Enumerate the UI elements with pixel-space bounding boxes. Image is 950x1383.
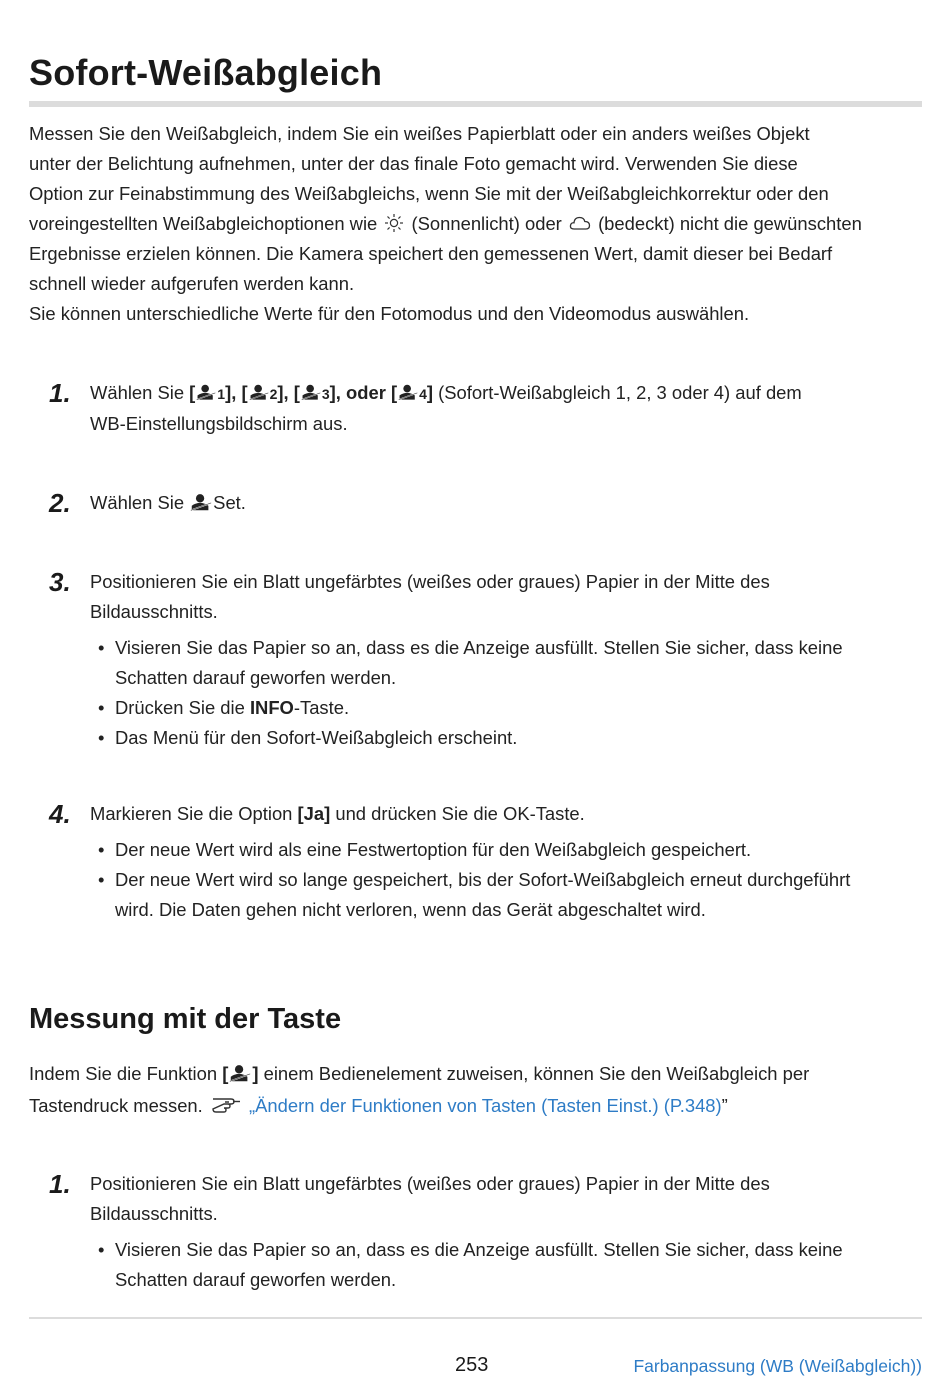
step-3 (29, 567, 922, 753)
step-text (90, 799, 922, 829)
list-item-text: Drücken Sie die (115, 697, 250, 718)
paragraph-text: Tastendruck messen. (29, 1095, 203, 1116)
step-text-part: Markieren Sie die Option (90, 803, 298, 824)
list-item (90, 865, 922, 925)
wb-option-number: 3 (321, 386, 330, 402)
intro-text: voreingestellten Weißabgleichoptionen wie (29, 213, 378, 234)
intro-line: Sie können unterschiedliche Werte für den Fotomodus und den Videomodus auswählen. (29, 303, 750, 324)
custom-wb-icon (300, 382, 322, 402)
list-item (90, 835, 922, 865)
list-item-text: Der neue Wert wird als eine Festwertoption für den Weißabgleich gespeichert. (115, 839, 752, 860)
wb-option-4 (391, 382, 433, 403)
footer-divider (29, 1317, 922, 1319)
intro-line (29, 209, 922, 239)
list-item-text: Das Menü für den Sofort-Weißabgleich erscheint. (115, 727, 518, 748)
step-text (90, 567, 922, 627)
section2-step-1 (29, 1169, 922, 1295)
paragraph-text: Indem Sie die Funktion (29, 1063, 218, 1084)
wb-function-ref (222, 1063, 258, 1084)
custom-wb-icon (397, 382, 419, 402)
link-text[interactable]: „Ändern der Funktionen von Tasten (Tasten Einst.) (P.348) (249, 1095, 722, 1116)
pointing-hand-icon (211, 1095, 241, 1113)
page-title: Sofort-Weißabgleich (29, 52, 383, 93)
bracket: ], (277, 382, 289, 403)
wb-option-1 (189, 382, 236, 403)
step-text-part: Set. (213, 492, 246, 513)
list-item-text: Visieren Sie das Papier so an, dass es die Anzeige ausfüllt. Stellen Sie sicher, dass keine (115, 637, 843, 658)
step-text-part: Wählen Sie (90, 492, 185, 513)
list-item (90, 693, 922, 723)
step-4 (29, 799, 922, 925)
intro-paragraph (29, 119, 922, 329)
step-text (90, 378, 922, 439)
bracket: ] (426, 382, 434, 403)
bracket: [ (241, 382, 248, 403)
wb-option-number: 4 (419, 386, 427, 402)
list-item-text: wird. Die Daten gehen nicht verloren, wenn das Gerät abgeschaltet wird. (115, 899, 706, 920)
list-item (90, 633, 922, 693)
step-text-part: Bildausschnitts. (90, 1203, 218, 1224)
cloud-icon (569, 213, 591, 233)
sun-icon (384, 213, 404, 233)
step-text (90, 488, 922, 518)
bracket: ] (252, 1063, 259, 1084)
bracket: [ (189, 382, 196, 403)
info-button-label: INFO (249, 697, 294, 718)
list-item-text: Schatten darauf geworfen werden. (115, 1269, 397, 1290)
wb-option-number: 1 (217, 386, 226, 402)
section-title: Messung mit der Taste (29, 1003, 342, 1035)
bullet-list (90, 633, 922, 753)
closing-quote: ” (721, 1095, 728, 1116)
intro-line: schnell wieder aufgerufen werden kann. (29, 273, 355, 294)
footer-section-link[interactable]: Farbanpassung (WB (Weißabgleich)) (633, 1356, 922, 1376)
step-1 (29, 378, 922, 439)
title-divider (29, 101, 922, 107)
paragraph-text: einem Bedienelement zuweisen, können Sie den Weißabgleich per (263, 1063, 810, 1084)
wb-option-2 (241, 382, 288, 403)
section-paragraph (29, 1058, 922, 1122)
custom-wb-icon (189, 492, 213, 512)
bullet-list (90, 835, 922, 925)
wb-option-number: 2 (269, 386, 278, 402)
bracket: [ (293, 382, 300, 403)
step-text-part: und drücken Sie die OK-Taste. (330, 803, 585, 824)
step-text-part: Positionieren Sie ein Blatt ungefärbtes (weißes oder graues) Papier in der Mitte des (90, 571, 770, 592)
intro-text: (Sonnenlicht) oder (411, 213, 562, 234)
list-item (90, 1235, 922, 1295)
step-number: 3. (49, 567, 71, 597)
page-number: 253 (455, 1354, 489, 1376)
intro-line: Option zur Feinabstimmung des Weißabgleichs, wenn Sie mit der Weißabgleichkorrektur oder den (29, 183, 829, 204)
intro-line: unter der Belichtung aufnehmen, unter der das finale Foto gemacht wird. Verwenden Sie diese (29, 153, 798, 174)
bullet-list (90, 1235, 922, 1295)
option-yes-label: [Ja] (297, 803, 331, 824)
list-item-text: -Taste. (293, 697, 350, 718)
custom-wb-icon (228, 1063, 252, 1083)
list-item-text: Der neue Wert wird so lange gespeichert, bis der Sofort-Weißabgleich erneut durchgeführt (115, 869, 851, 890)
step-text-part: WB-Einstellungsbildschirm aus. (90, 413, 348, 434)
custom-wb-icon (195, 382, 217, 402)
wb-option-3 (294, 382, 386, 403)
bracket: [ (222, 1063, 229, 1084)
step-number: 1. (49, 378, 71, 408)
step-number: 2. (49, 488, 71, 518)
intro-text: (bedeckt) nicht die gewünschten (598, 213, 862, 234)
bracket: ], (225, 382, 237, 403)
intro-line: Messen Sie den Weißabgleich, indem Sie ein weißes Papierblatt oder ein anders weißes Objekt (29, 123, 810, 144)
step-2 (29, 488, 922, 518)
step-text-part: Wählen Sie (90, 382, 185, 403)
list-item-text: Visieren Sie das Papier so an, dass es die Anzeige ausfüllt. Stellen Sie sicher, dass keine (115, 1239, 843, 1260)
step-text-part: Bildausschnitts. (90, 601, 218, 622)
list-item-text: Schatten darauf geworfen werden. (115, 667, 397, 688)
cross-reference-link[interactable] (249, 1095, 722, 1116)
bracket: ], oder (329, 382, 386, 403)
bracket: [ (390, 382, 398, 403)
step-text-part: (Sofort-Weißabgleich 1, 2, 3 oder 4) auf dem (438, 382, 802, 403)
step-number: 4. (49, 799, 71, 829)
step-text-part: Positionieren Sie ein Blatt ungefärbtes (weißes oder graues) Papier in der Mitte des (90, 1173, 770, 1194)
list-item (90, 723, 922, 753)
intro-line: Ergebnisse erzielen können. Die Kamera speichert den gemessenen Wert, damit dieser bei Bedarf (29, 243, 833, 264)
step-number: 1. (49, 1169, 71, 1199)
step-text (90, 1169, 922, 1229)
custom-wb-icon (248, 382, 270, 402)
